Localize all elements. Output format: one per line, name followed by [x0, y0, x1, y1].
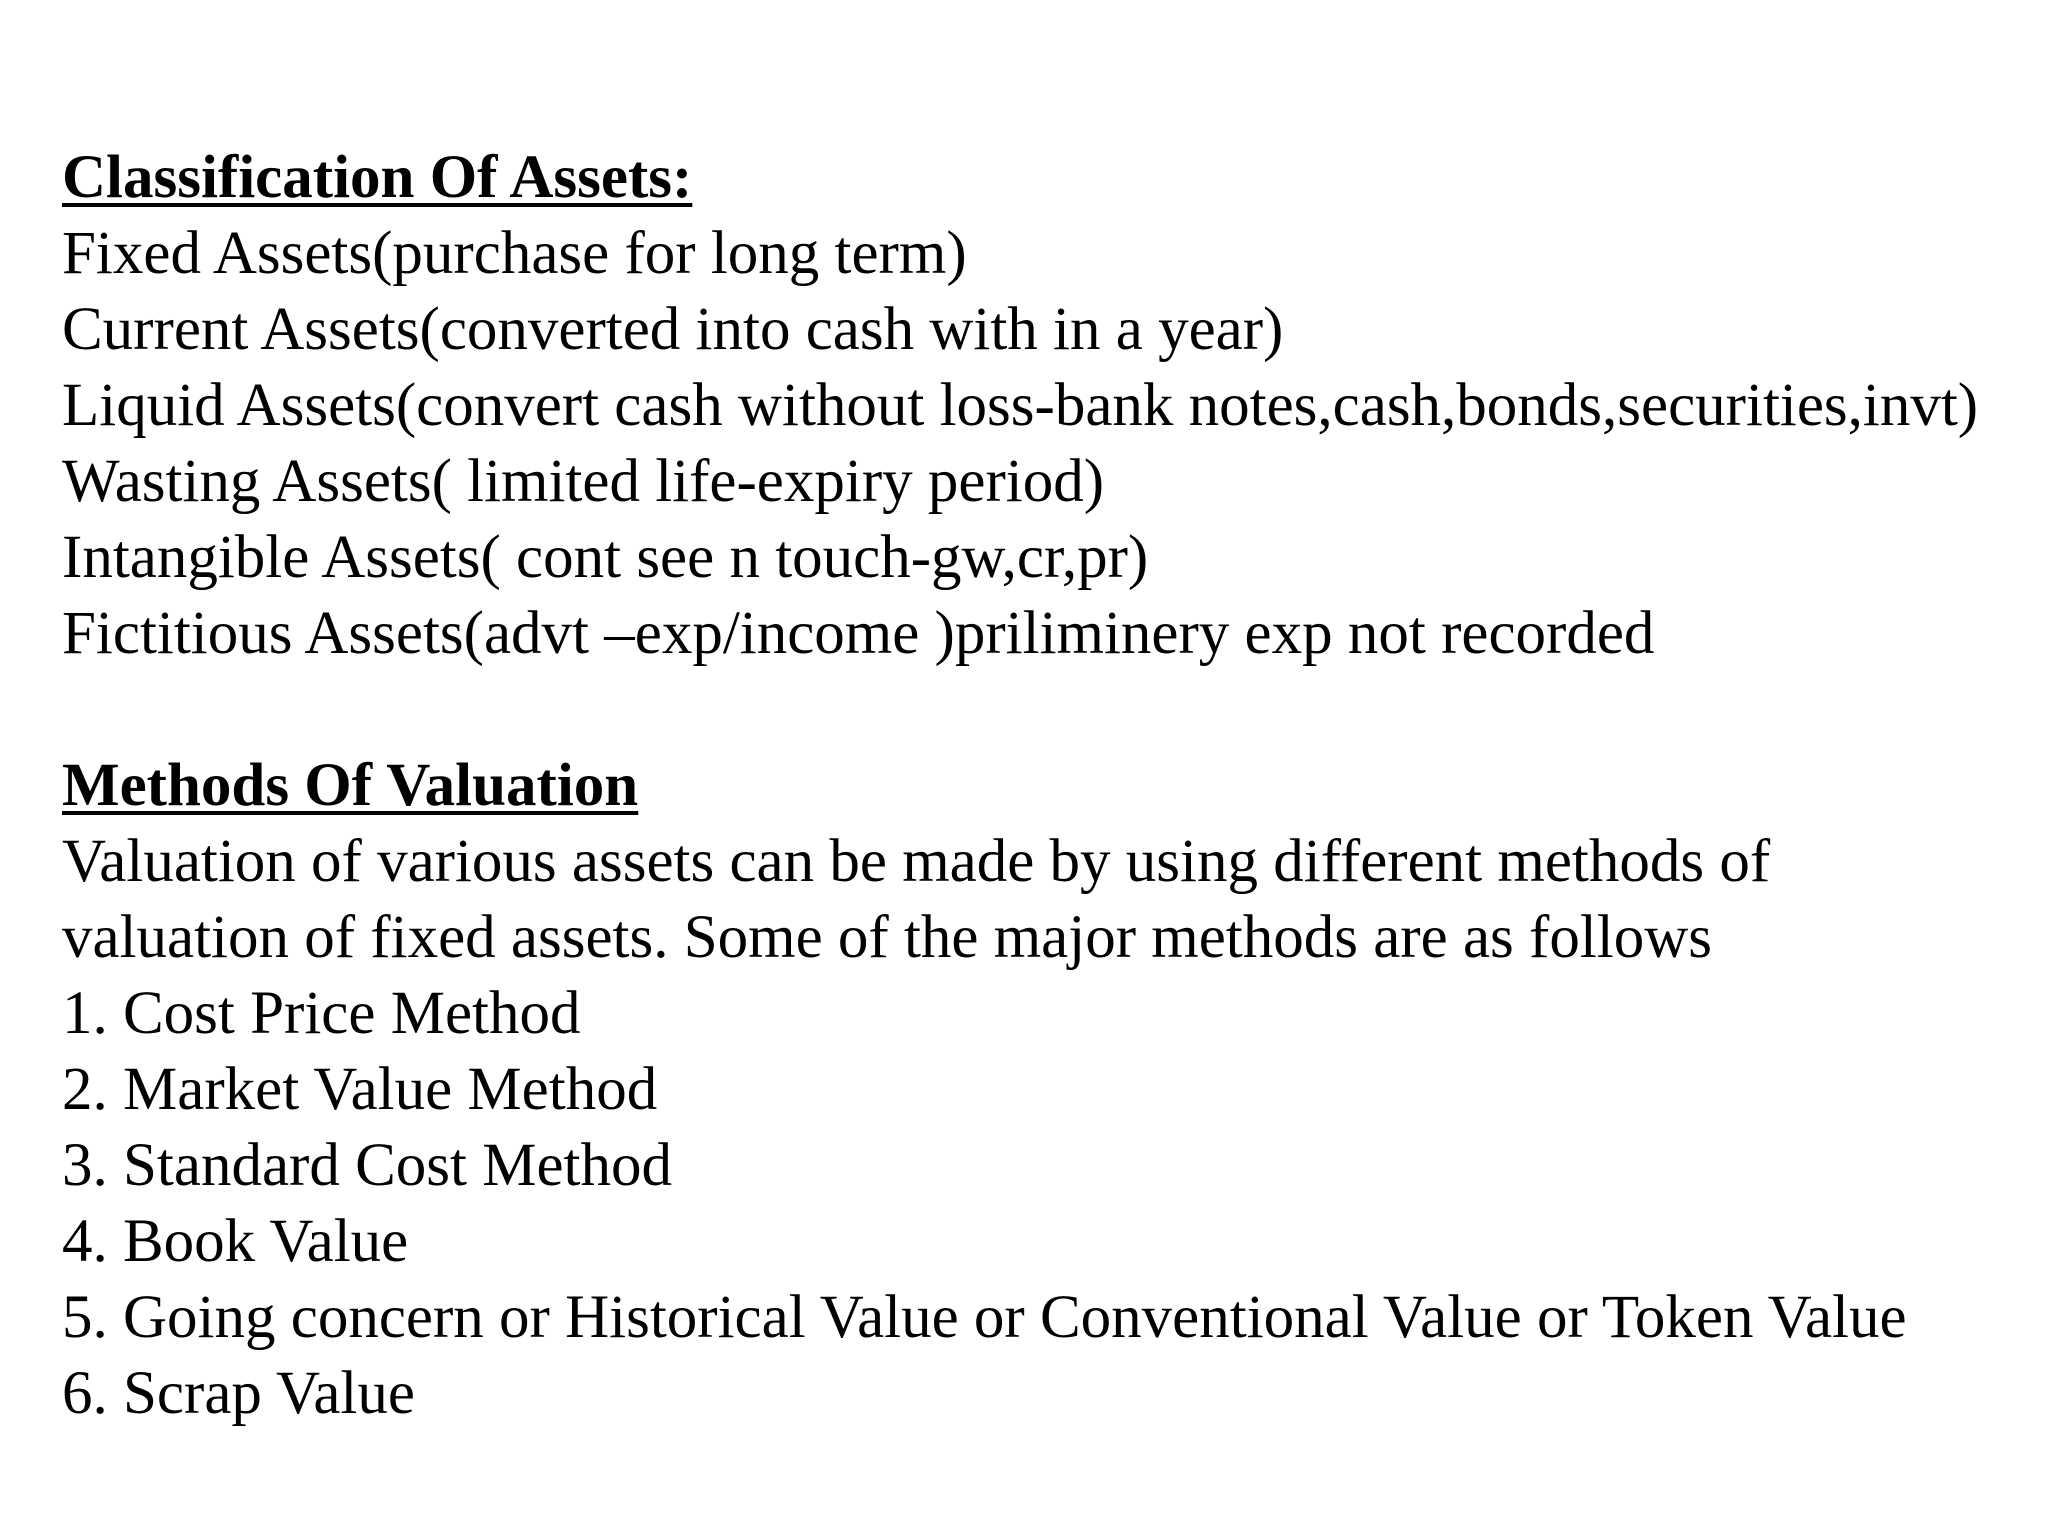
list-item: Wasting Assets( limited life-expiry period)	[62, 448, 1105, 515]
list-item: Fixed Assets(purchase for long term)	[62, 220, 967, 287]
valuation-methods-list	[62, 976, 2042, 1432]
valuation-heading: Methods Of Valuation	[62, 752, 639, 819]
list-item: 3. Standard Cost Method	[62, 1132, 672, 1199]
valuation-intro-line: valuation of fixed assets. Some of the major methods are as follows	[62, 904, 1713, 971]
list-item: 1. Cost Price Method	[62, 980, 581, 1047]
classification-heading: Classification Of Assets:	[62, 144, 693, 211]
list-item: 6. Scrap Value	[62, 1360, 415, 1427]
list-item: Current Assets(converted into cash with in a year)	[62, 296, 1284, 363]
list-item: Liquid Assets(convert cash without loss-bank notes,cash,bonds,securities,invt)	[62, 372, 1979, 439]
list-item: Intangible Assets( cont see n touch-gw,cr,pr)	[62, 524, 1149, 591]
list-item: 2. Market Value Method	[62, 1056, 658, 1123]
classification-list	[62, 216, 2042, 672]
list-item: Fictitious Assets(advt –exp/income )priliminery exp not recorded	[62, 600, 1655, 667]
slide-content	[62, 140, 2042, 1432]
valuation-intro-line: Valuation of various assets can be made by using different methods of	[62, 828, 1771, 895]
list-item: 5. Going concern or Historical Value or Conventional Value or Token Value	[62, 1284, 1907, 1351]
section-spacer	[62, 672, 2042, 748]
list-item: 4. Book Value	[62, 1208, 409, 1275]
